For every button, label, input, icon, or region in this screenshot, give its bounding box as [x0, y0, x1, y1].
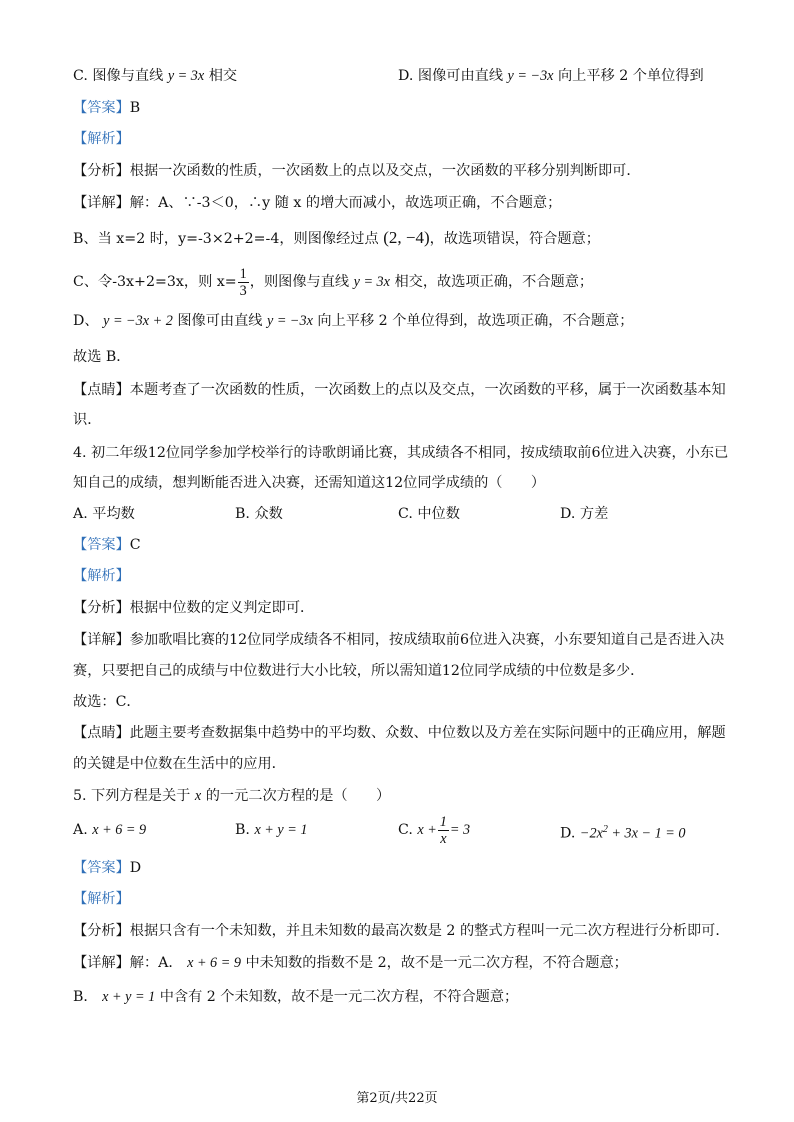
q3-line-c	[73, 262, 593, 302]
q4-conclusion: 故选：C．	[73, 694, 141, 710]
dianjing-label: 【点睛】	[73, 382, 130, 398]
dianjing-label: 【点睛】	[73, 725, 130, 741]
xiangjie-text-end: 中未知数的指数不是 2，故不是一元二次方程，不符合题意；	[245, 955, 628, 971]
q4-dianjing	[73, 723, 726, 743]
xiangjie-text: 参加歌唱比赛的12位同学成绩各不相同，按成绩取前6位进入决赛，小东要知道自己是否进入决	[129, 632, 725, 648]
q3-fenxi	[73, 161, 641, 181]
q4-xiangjie	[73, 630, 724, 650]
fenxi-text: 根据一次函数的性质，一次函数上的点以及交点，一次函数的平移分别判断即可．	[129, 163, 641, 179]
option-label: B.	[235, 822, 250, 838]
dianjing-text: 此题主要考查数据集中趋势中的平均数、众数、中位数以及方差在实际问题中的正确应用，解题	[129, 725, 726, 741]
xiangjie-text: 解：A、∵-3＜0，∴y 随 x 的增大而减小，故选项正确，不合题意；	[129, 195, 562, 211]
answer-label: 【答案】	[73, 100, 130, 116]
fenxi-label: 【分析】	[73, 923, 130, 939]
line-d-text-end: 向上平移 2 个单位得到，故选项正确，不合题意；	[317, 313, 634, 329]
dianjing-text: 本题考查了一次函数的性质，一次函数上的点以及交点，一次函数的平移，属于一次函数基本知	[129, 382, 726, 398]
option-label: C.	[398, 822, 413, 838]
line-d-text: D、	[73, 313, 99, 329]
q5-line-b	[73, 987, 518, 1007]
q4-xiangjie-cont: 赛，只要把自己的成绩与中位数进行大小比较，所以需知道12位同学成绩的中位数是多少．	[73, 663, 645, 679]
fraction-one-third	[238, 266, 249, 299]
line-b-text-end: ，故选项错误，符合题意；	[429, 231, 600, 247]
line-b-text: B．	[73, 989, 98, 1005]
xiangjie-math: x + 6 = 9	[187, 955, 241, 971]
line-c-text: C、令-3x+2=3x，则 x=	[73, 274, 237, 290]
line-b-math: x + y = 1	[102, 989, 156, 1005]
q3-option-d-text: D. 图像可由直线	[398, 68, 504, 84]
fraction-denominator: 3	[239, 282, 247, 299]
q3-line-d	[73, 311, 633, 331]
option-math-end: + 3x − 1 = 0	[607, 825, 686, 842]
line-c-text-mid: ，则图像与直线	[249, 274, 350, 290]
option-math-end: = 3	[449, 822, 471, 838]
q3-dianjing	[73, 380, 726, 400]
q3-option-c-text-end: 相交	[208, 68, 238, 84]
q4-fenxi	[73, 598, 314, 618]
answer-value: D	[129, 860, 142, 876]
q4-option-b: B. 众数	[235, 506, 283, 522]
q4-option-a: A. 平均数	[73, 506, 135, 522]
q5-option-d	[560, 820, 685, 844]
q5-option-a	[73, 820, 146, 840]
answer-label: 【答案】	[73, 860, 130, 876]
q4-dianjing-cont: 的关键是中位数在生活中的应用．	[73, 756, 286, 772]
fenxi-text: 根据只含有一个未知数，并且未知数的最高次数是 2 的整式方程叫一元二次方程进行分析即可．	[129, 923, 730, 939]
q5-stem	[73, 786, 390, 806]
q3-option-c-text: C. 图像与直线	[73, 68, 164, 84]
fenxi-label: 【分析】	[73, 163, 130, 179]
xiangjie-label: 【详解】	[73, 955, 130, 971]
answer-value: C	[129, 537, 141, 553]
line-b-text: B、当 x=2 时，y=-3×2+2=-4，则图像经过点	[73, 231, 379, 247]
q3-option-c-math: y = 3x	[167, 68, 205, 84]
q4-option-c: C. 中位数	[398, 506, 460, 522]
q4-option-d: D. 方差	[560, 506, 609, 522]
fraction-numerator: 1	[439, 813, 447, 830]
option-label: D.	[560, 825, 576, 842]
q5-answer	[73, 858, 141, 878]
q4-analysis-label: 【解析】	[73, 568, 130, 584]
q5-option-c	[398, 810, 470, 850]
q5-stem-var: x	[194, 788, 202, 804]
answer-label: 【答案】	[73, 537, 130, 553]
line-c-text-end: 相交，故选项正确，不合题意；	[394, 274, 594, 290]
xiangjie-label: 【详解】	[73, 632, 130, 648]
line-b-text-end: 中含有 2 个未知数，故不是一元二次方程，不符合题意；	[159, 989, 519, 1005]
option-math: x + y = 1	[254, 822, 308, 838]
xiangjie-text: 解：A．	[129, 955, 183, 971]
xiangjie-label: 【详解】	[73, 195, 130, 211]
q3-answer	[73, 98, 140, 118]
q5-stem-text: 5. 下列方程是关于	[73, 788, 191, 804]
line-d-text-mid: 图像可由直线	[177, 313, 263, 329]
q5-stem-text-end: 的一元二次方程的是（ ）	[205, 788, 391, 804]
option-label: A.	[73, 822, 88, 838]
q4-stem-line-2: 知自己的成绩，想判断能否进入决赛，还需知道这12位同学成绩的（ ）	[73, 475, 546, 491]
q3-xiangjie	[73, 193, 561, 213]
q3-conclusion: 故选 B．	[73, 349, 131, 365]
option-math: −2x	[579, 825, 603, 842]
fraction-one-over-x	[438, 814, 449, 847]
answer-value: B	[129, 100, 141, 116]
line-c-math: y = 3x	[353, 274, 390, 290]
q5-fenxi	[73, 921, 730, 941]
q3-option-d-text-end: 向上平移 2 个单位得到	[557, 68, 704, 84]
fenxi-label: 【分析】	[73, 600, 130, 616]
line-b-point: (2, −4)	[383, 228, 430, 247]
q3-line-b	[73, 228, 600, 249]
q3-dianjing-cont: 识．	[73, 412, 102, 428]
q3-analysis-label: 【解析】	[73, 131, 130, 147]
q3-option-c	[73, 66, 237, 86]
q4-answer	[73, 535, 141, 555]
option-math: x +	[417, 822, 437, 838]
q4-stem-line-1: 4. 初二年级12位同学参加学校举行的诗歌朗诵比赛，其成绩各不相同，按成绩取前6位进入决赛，小东已	[73, 445, 729, 461]
page-footer: 第2页/共22页	[356, 1091, 438, 1106]
option-superscript: 2	[602, 824, 608, 835]
q3-option-d	[398, 66, 704, 86]
q5-analysis-label: 【解析】	[73, 891, 130, 907]
q3-option-d-math: y = −3x	[507, 68, 554, 84]
fraction-denominator: x	[440, 830, 447, 847]
fraction-numerator: 1	[239, 265, 247, 282]
q5-xiangjie	[73, 953, 628, 973]
fenxi-text: 根据中位数的定义判定即可．	[129, 600, 315, 616]
q5-option-b	[235, 820, 307, 840]
line-d-math-2: y = −3x	[266, 313, 313, 329]
option-math: x + 6 = 9	[92, 822, 147, 838]
line-d-math-1: y = −3x + 2	[103, 313, 173, 329]
